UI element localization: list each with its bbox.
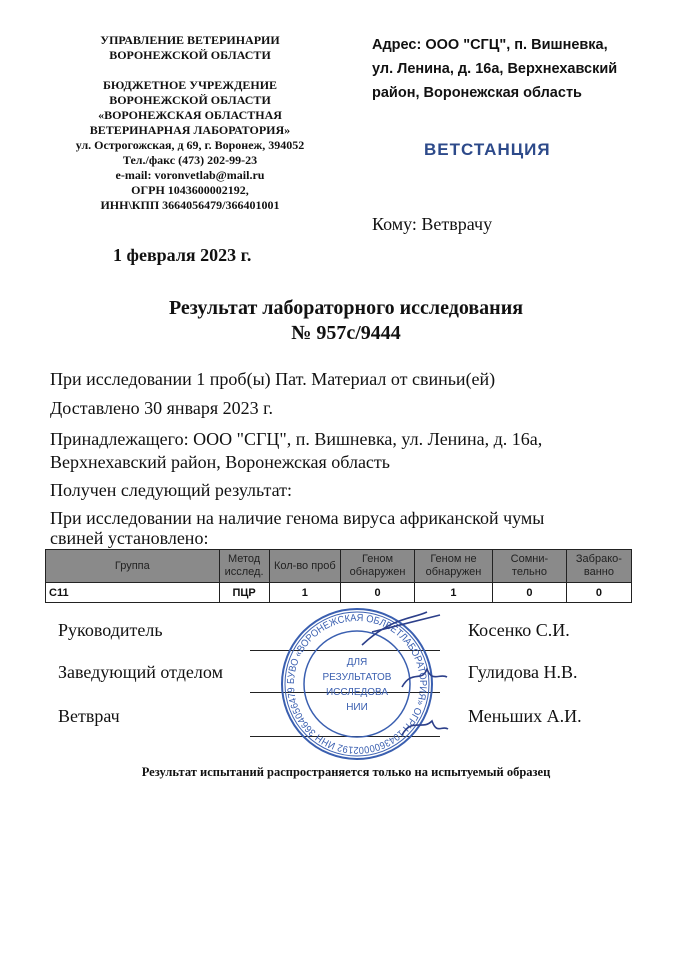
title-line: Результат лабораторного исследования bbox=[168, 297, 524, 319]
table-header-row bbox=[46, 550, 632, 583]
body-line: При исследовании на наличие генома вируса африканской чумы bbox=[50, 508, 545, 528]
cell: 0 bbox=[493, 583, 567, 603]
cell: 1 bbox=[414, 583, 492, 603]
seal-inner-text: РЕЗУЛЬТАТОВ bbox=[322, 672, 392, 683]
body-line: При исследовании 1 проб(ы) Пат. Материал от свиньи(ей) bbox=[50, 369, 496, 389]
org-line: ВЕТЕРИНАРНАЯ ЛАБОРАТОРИЯ» bbox=[89, 123, 291, 137]
body-line: Доставлено 30 января 2023 г. bbox=[50, 398, 273, 418]
org-line: ул. Острогожская, д 69, г. Воронеж, 394052 bbox=[75, 138, 305, 152]
signature-name: Гулидова Н.В. bbox=[468, 662, 578, 682]
seal-inner-text: ИССЛЕДОВА bbox=[325, 687, 389, 698]
header-doubtful: Сомни-тельно bbox=[493, 550, 567, 583]
header-genome-not-detected: Геном не обнаружен bbox=[414, 550, 492, 583]
document-date: 1 февраля 2023 г. bbox=[113, 245, 252, 265]
seal-inner-text: НИИ bbox=[346, 702, 368, 713]
org-line: УПРАВЛЕНИЕ ВЕТЕРИНАРИИ bbox=[100, 33, 280, 47]
header-group: Группа bbox=[46, 550, 220, 583]
organization-header bbox=[40, 33, 340, 213]
footer-note: Результат испытаний распространяется только на испытуемый образец bbox=[141, 765, 551, 779]
org-line: «ВОРОНЕЖСКАЯ ОБЛАСТНАЯ bbox=[98, 108, 282, 122]
cell: С11 bbox=[46, 583, 220, 603]
address-line: Адрес: ООО "СГЦ", п. Вишневка, bbox=[372, 37, 608, 53]
org-line: Тел./факс (473) 202-99-23 bbox=[122, 153, 258, 167]
header-sample-count: Кол-во проб bbox=[269, 550, 341, 583]
cell: 0 bbox=[341, 583, 415, 603]
cell: 1 bbox=[269, 583, 341, 603]
org-line: ВОРОНЕЖСКОЙ ОБЛАСТИ bbox=[109, 93, 271, 107]
signature-name: Меньших А.И. bbox=[468, 706, 582, 726]
vet-station-stamp: ВЕТСТАНЦИЯ bbox=[424, 140, 551, 159]
body-line: Получен следующий результат: bbox=[50, 480, 293, 500]
table-row bbox=[46, 583, 632, 603]
official-seal bbox=[262, 607, 452, 761]
address-line: ул. Ленина, д. 16а, Верхнехавский bbox=[372, 61, 618, 77]
cell: 0 bbox=[566, 583, 631, 603]
org-line: ВОРОНЕЖСКОЙ ОБЛАСТИ bbox=[109, 48, 271, 62]
header-method: Метод исслед. bbox=[219, 550, 269, 583]
body-line: Принадлежащего: ООО "СГЦ", п. Вишневка, ул. Ленина, д. 16а, bbox=[50, 429, 543, 449]
header-rejected: Забрако-ванно bbox=[566, 550, 631, 583]
signature-name: Косенко С.И. bbox=[468, 620, 570, 640]
document-number: № 957с/9444 bbox=[291, 322, 401, 344]
org-line: ОГРН 1043600002192, bbox=[131, 183, 249, 197]
signature-role: Руководитель bbox=[58, 620, 163, 640]
signature-role: Ветврач bbox=[58, 706, 120, 726]
cell: ПЦР bbox=[219, 583, 269, 603]
header-genome-detected: Геном обнаружен bbox=[341, 550, 415, 583]
results-table bbox=[45, 549, 632, 603]
org-line: БЮДЖЕТНОЕ УЧРЕЖДЕНИЕ bbox=[102, 78, 278, 92]
body-line: Верхнехавский район, Воронежская область bbox=[50, 452, 390, 472]
seal-inner-text: ДЛЯ bbox=[346, 657, 368, 668]
recipient-address bbox=[372, 33, 617, 105]
seal-outer-text: БУВО «ВОРОНЕЖСКАЯ ОБЛВЕТЛАБОРАТОРИЯ» ОГРН 1043600002192 ИНН 3664056479 bbox=[285, 612, 429, 756]
org-line: e-mail: voronvetlab@mail.ru bbox=[115, 168, 265, 182]
body-line: свиней установлено: bbox=[50, 528, 209, 548]
document-title bbox=[0, 296, 692, 346]
signature-role: Заведующий отделом bbox=[58, 662, 223, 682]
org-line: ИНН\КПП 3664056479/366401001 bbox=[100, 198, 280, 212]
recipient: Кому: Ветврачу bbox=[372, 214, 493, 234]
address-line: район, Воронежская область bbox=[372, 85, 582, 101]
